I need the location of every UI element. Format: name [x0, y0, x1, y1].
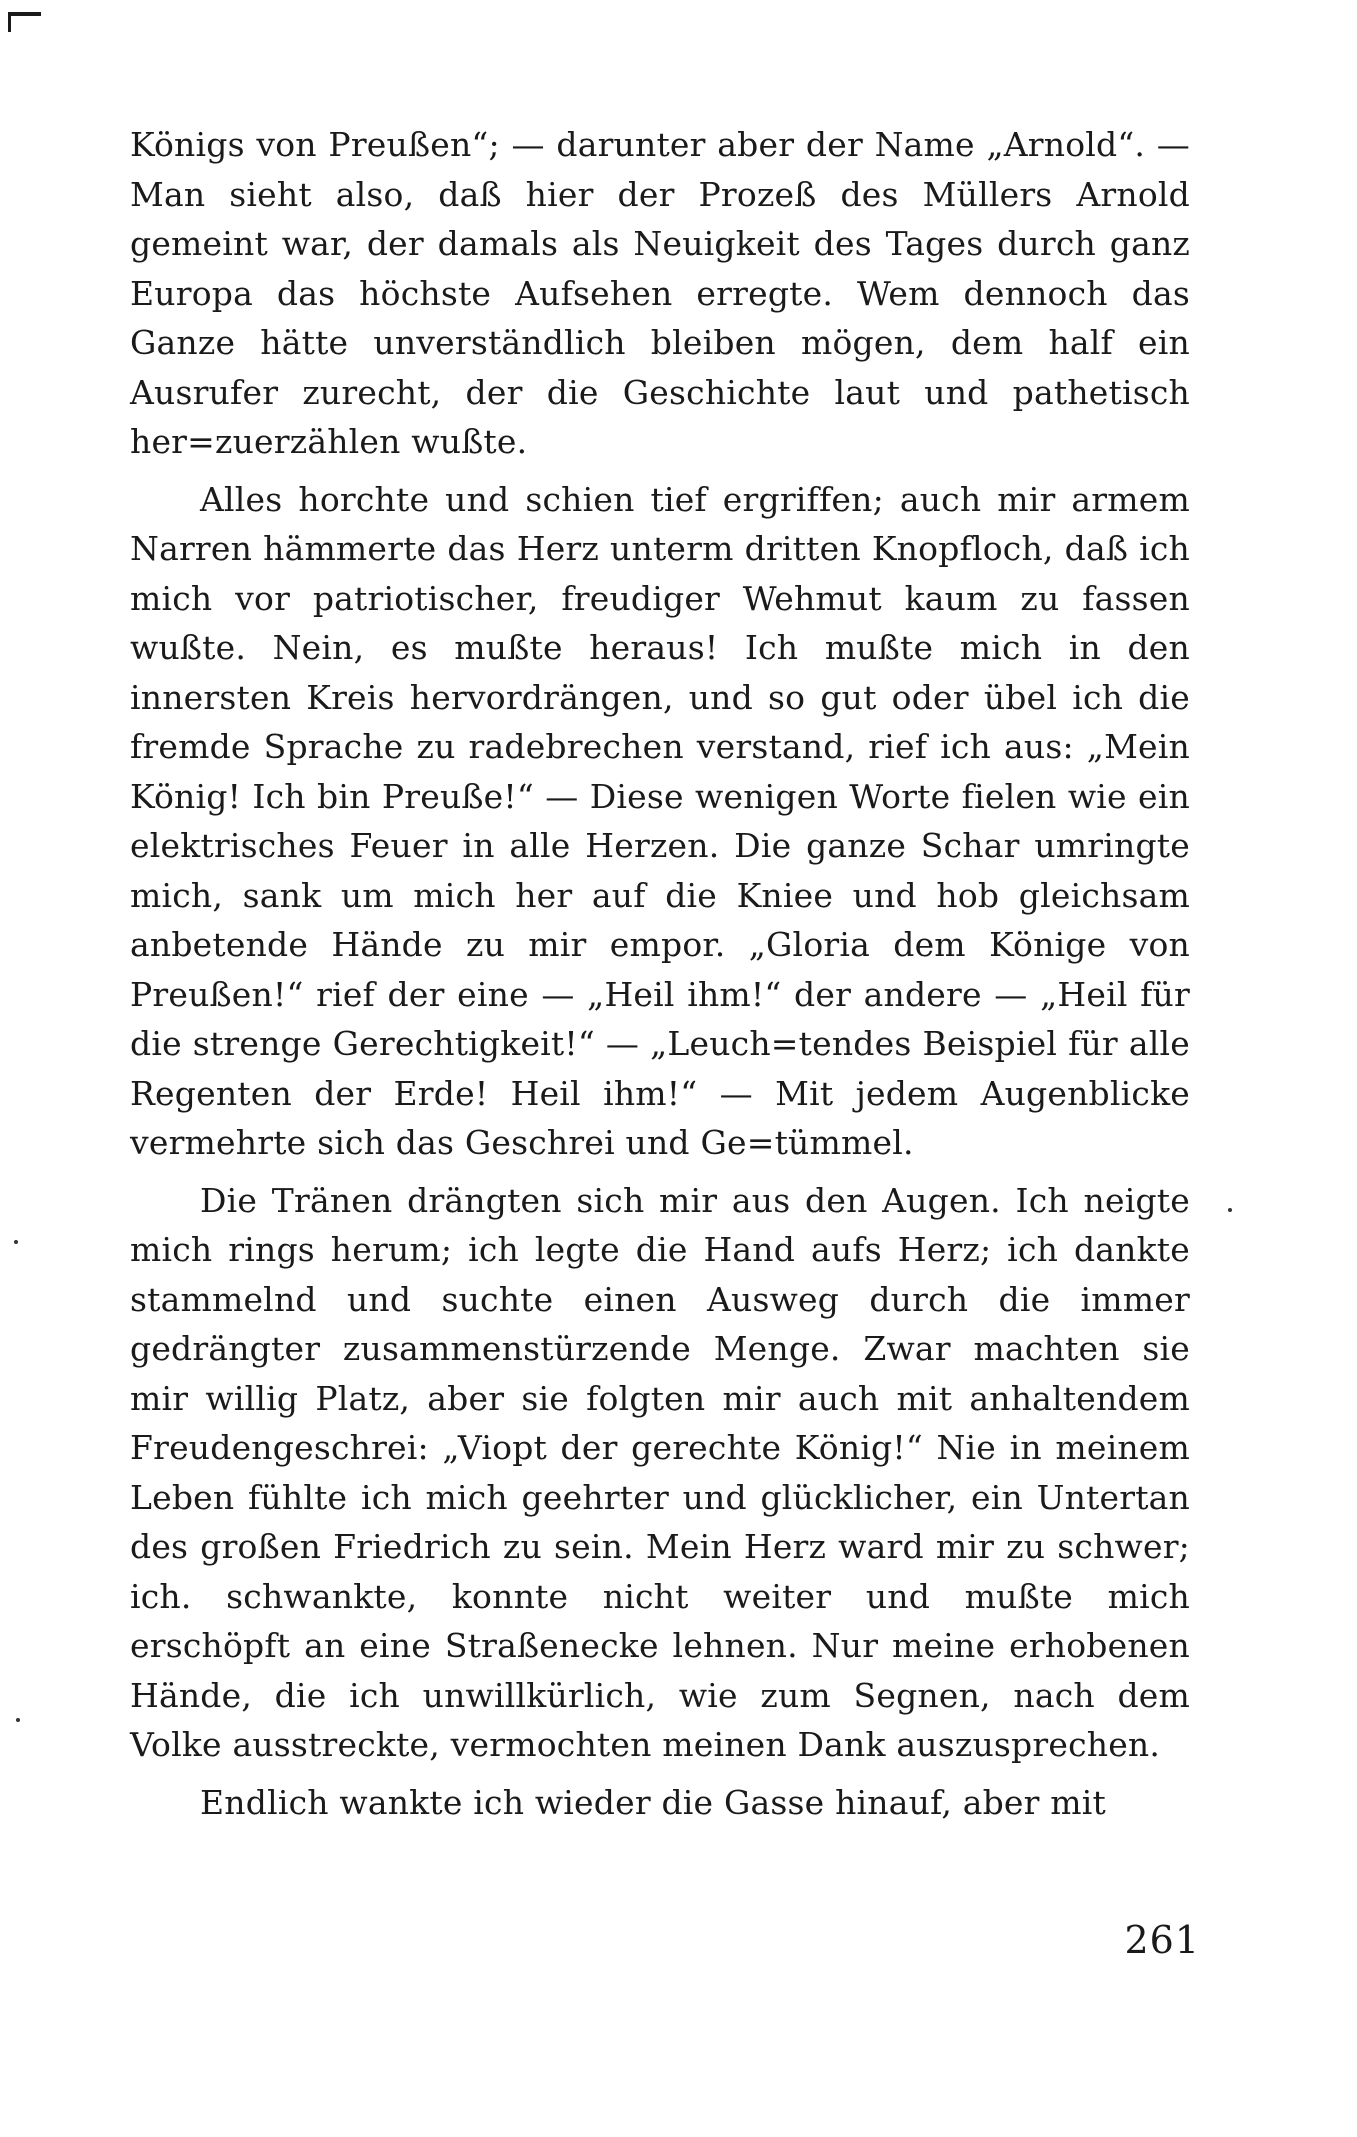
paragraph-1: Königs von Preußen“; — darunter aber der Name „Arnold“. — Man sieht also, daß hier der Prozeß des Müllers Arnold gemeint war, der damals als Neuigkeit des Tages durch ganz Europa das höchste Aufsehen erregte. Wem dennoch das Ganze hätte unverständlich bleiben mögen, dem half ein Ausrufer zurecht, der die Geschichte laut und pathetisch her=zuerzählen wußte. [130, 125, 1190, 461]
body-text [130, 120, 1190, 1827]
paragraph-2: Alles horchte und schien tief ergriffen; auch mir armem Narren hämmerte das Herz unterm dritten Knopfloch, daß ich mich vor patriotischer, freudiger Wehmut kaum zu fassen wußte. Nein, es mußte heraus! Ich mußte mich in den innersten Kreis hervordrängen, und so gut oder übel ich die fremde Sprache zu radebrechen verstand, rief ich aus: „Mein König! Ich bin Preuße!“ — Diese wenigen Worte fielen wie ein elektrisches Feuer in alle Herzen. Die ganze Schar umringte mich, sank um mich her auf die Kniee und hob gleichsam anbetende Hände zu mir empor. „Gloria dem Könige von Preußen!“ rief der eine — „Heil ihm!“ der andere — „Heil für die strenge Gerechtigkeit!“ — „Leuch=tendes Beispiel für alle Regenten der Erde! Heil ihm!“ — Mit jedem Augenblicke vermehrte sich das Geschrei und Ge=tümmel. [130, 479, 1190, 1162]
corner-crop-mark [8, 12, 41, 32]
scan-speck [14, 1240, 18, 1244]
scan-speck [16, 1718, 20, 1722]
scan-speck [1228, 1208, 1232, 1212]
paragraph-4: Endlich wankte ich wieder die Gasse hinauf, aber mit [200, 1782, 1107, 1822]
page-number: 261 [1124, 1918, 1200, 1962]
paragraph-3: Die Tränen drängten sich mir aus den Augen. Ich neigte mich rings herum; ich legte die Hand aufs Herz; ich dankte stammelnd und suchte einen Ausweg durch die immer gedrängter zusammenstürzende Menge. Zwar machten sie mir willig Platz, aber sie folgten mir auch mit anhaltendem Freudengeschrei: „Viopt der gerechte König!“ Nie in meinem Leben fühlte ich mich geehrter und glücklicher, ein Untertan des großen Friedrich zu sein. Mein Herz ward mir zu schwer; ich. schwankte, konnte nicht weiter und mußte mich erschöpft an eine Straßenecke lehnen. Nur meine erhobenen Hände, die ich unwillkürlich, wie zum Segnen, nach dem Volke ausstreckte, vermochten meinen Dank auszusprechen. [130, 1180, 1190, 1764]
